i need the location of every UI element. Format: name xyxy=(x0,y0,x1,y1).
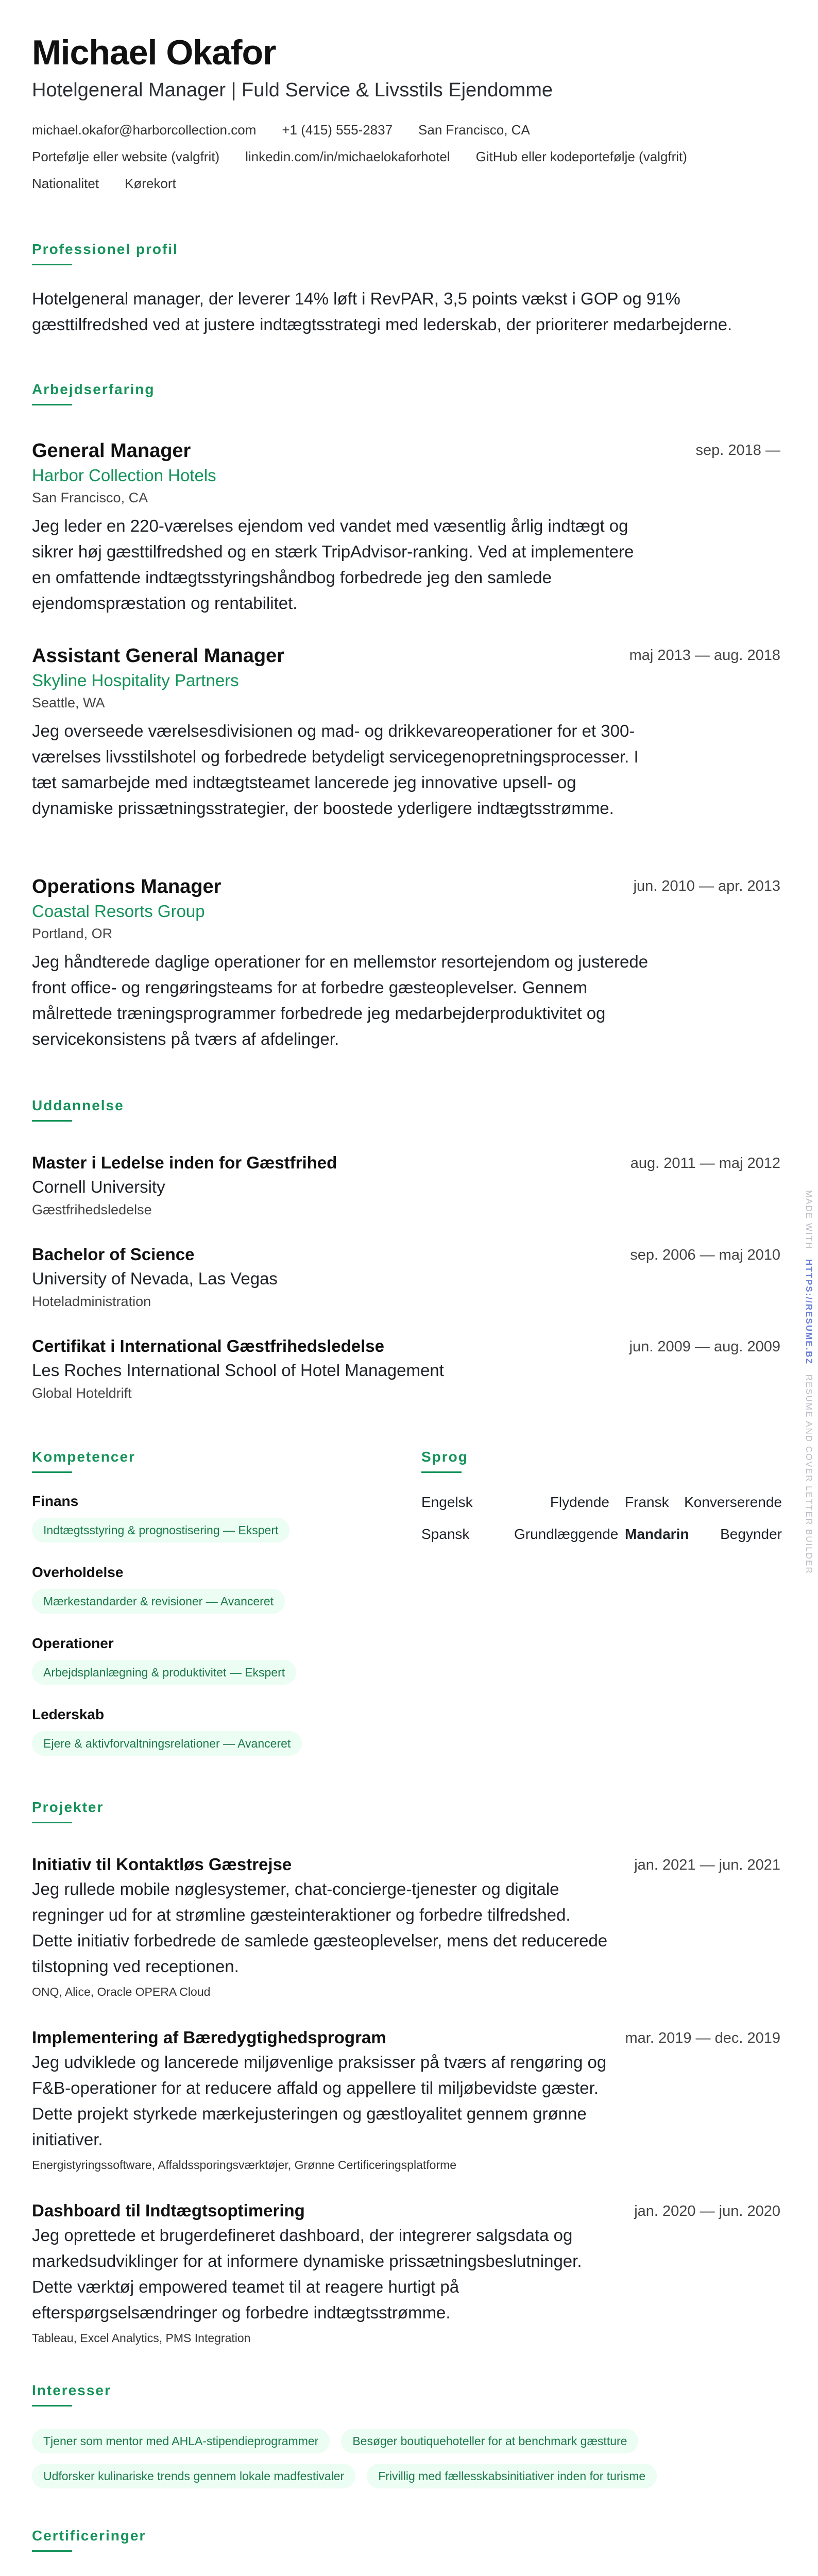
section-divider xyxy=(421,1471,462,1473)
project-entry xyxy=(32,2199,780,2347)
education-entry xyxy=(32,1334,780,1403)
project-entry xyxy=(32,2026,780,2174)
project-technologies: Tableau, Excel Analytics, PMS Integration xyxy=(32,2331,251,2345)
employer-name: Coastal Resorts Group xyxy=(32,902,205,921)
job-title: Assistant General Manager xyxy=(32,645,284,667)
languages-section xyxy=(421,1449,782,1542)
skill-category: Overholdelse xyxy=(32,1564,124,1580)
field-of-study: Hoteladministration xyxy=(32,1294,151,1309)
degree-title: Master i Ledelse inden for Gæstfrihed xyxy=(32,1153,337,1172)
employer-name: Skyline Hospitality Partners xyxy=(32,671,239,690)
section-title: Kompetencer xyxy=(32,1449,135,1465)
skill-group xyxy=(32,1704,302,1756)
school-name: University of Nevada, Las Vegas xyxy=(32,1269,278,1288)
section-divider xyxy=(32,1471,72,1473)
section-divider xyxy=(32,2405,72,2406)
language-name: Mandarin xyxy=(625,1526,689,1542)
project-technologies: Energistyringssoftware, Affaldssporingsværktøjer, Grønne Certificeringsplatforme xyxy=(32,2158,457,2172)
watermark-prefix: MADE WITH xyxy=(804,1190,814,1250)
project-dates: jan. 2020 — jun. 2020 xyxy=(634,2203,780,2219)
job-title: General Manager xyxy=(32,440,191,462)
section-title: Projekter xyxy=(32,1799,104,1815)
profile-text: Hotelgeneral manager, der leverer 14% løft i RevPAR, 3,5 points vækst i GOP og 91% gæsttilfredshed ved at justere indtægtsstrategi med lederskab, der prioriterer medarbejderne. xyxy=(32,289,732,334)
project-technologies: ONQ, Alice, Oracle OPERA Cloud xyxy=(32,1985,211,1998)
skill-group xyxy=(32,1633,296,1685)
degree-title: Bachelor of Science xyxy=(32,1245,195,1264)
linkedin-link[interactable]: linkedin.com/in/michaelokaforhotel xyxy=(245,149,450,164)
skills-section xyxy=(32,1449,393,1750)
school-name: Cornell University xyxy=(32,1177,165,1196)
interests-section xyxy=(32,2382,780,2483)
location-text: San Francisco, CA xyxy=(418,122,530,138)
skill-category: Finans xyxy=(32,1493,79,1509)
education-section xyxy=(32,1097,780,1401)
section-title: Certificeringer xyxy=(32,2528,146,2544)
section-divider xyxy=(32,1120,72,1122)
skill-category: Lederskab xyxy=(32,1706,105,1722)
experience-entry xyxy=(32,438,780,616)
project-description: Jeg oprettede et brugerdefineret dashboard, der integrerer salgsdata og markedsudviklinger for at informere dynamiske prissætningsbeslutninger. Dette værktøj empowered teamet til at reagere hurtigt på efterspørgselsændringer og forbedre indtægtsstrømme. xyxy=(32,2226,582,2322)
education-dates: sep. 2006 — maj 2010 xyxy=(630,1247,780,1263)
language-level: Begynder xyxy=(720,1526,782,1542)
section-title: Arbejdserfaring xyxy=(32,381,155,397)
job-dates: maj 2013 — aug. 2018 xyxy=(629,647,780,664)
job-dates: sep. 2018 — xyxy=(695,442,780,459)
email-link[interactable]: michael.okafor@harborcollection.com xyxy=(32,122,257,138)
profile-section xyxy=(32,241,780,337)
language-level: Grundlæggende xyxy=(514,1526,619,1542)
contact-block xyxy=(32,121,780,193)
project-description: Jeg udviklede og lancerede miljøvenlige praksisser på tværs af rengøring og F&B-operationer for at reducere affald og appellere til miljøbevidste gæster. Dette projekt styrkede mærkejusteringen og gæstloyalitet gennem grønne initiativer. xyxy=(32,2053,607,2149)
language-name: Spansk xyxy=(421,1526,470,1542)
employer-name: Harbor Collection Hotels xyxy=(32,466,216,485)
job-description: Jeg leder en 220-værelses ejendom ved vandet med væsentlig årlig indtægt og sikrer høj gæsttilfredshed og en stærk TripAdvisor-ranking. Ved at implementere en omfattende indtægtsstyringshåndbog forbedrede jeg den samlede ejendomspræstation og rentabilitet. xyxy=(32,516,634,613)
language-name: Fransk xyxy=(625,1494,669,1510)
section-title: Uddannelse xyxy=(32,1097,124,1113)
experience-section xyxy=(32,381,780,1048)
field-of-study: Gæstfrihedsledelse xyxy=(32,1202,152,1217)
education-entry xyxy=(32,1151,780,1220)
certifications-section xyxy=(32,2528,780,2552)
section-divider xyxy=(32,2550,72,2552)
candidate-name: Michael Okafor xyxy=(32,33,276,72)
phone-link[interactable]: +1 (415) 555-2837 xyxy=(282,122,393,138)
portfolio-link[interactable]: Portefølje eller website (valgfrit) xyxy=(32,149,220,164)
skill-category: Operationer xyxy=(32,1635,114,1651)
job-description: Jeg håndterede daglige operationer for en mellemstor resortejendom og justerede front office- og rengøringsteams for at forbedre gæsteoplevelser. Gennem målrettede træningsprogrammer forbedrede jeg medarbejderproduktivitet og servicekonsistens på tværs af afdelinger. xyxy=(32,952,649,1048)
project-title: Implementering af Bæredygtighedsprogram xyxy=(32,2028,386,2047)
school-name: Les Roches International School of Hotel Management xyxy=(32,1361,444,1380)
language-row xyxy=(421,1523,782,1546)
job-location: Portland, OR xyxy=(32,926,113,941)
language-name: Engelsk xyxy=(421,1494,473,1510)
skill-group xyxy=(32,1562,285,1614)
interest-pill: Tjener som mentor med AHLA-stipendieprogrammer xyxy=(32,2429,330,2453)
job-location: San Francisco, CA xyxy=(32,490,148,505)
interest-pills xyxy=(32,2429,780,2488)
skill-group xyxy=(32,1491,289,1543)
interest-pill: Frivillig med fællesskabsinitiativer inden for turisme xyxy=(367,2464,657,2488)
degree-title: Certifikat i International Gæstfrihedsledelse xyxy=(32,1336,385,1355)
section-title: Interesser xyxy=(32,2382,111,2398)
project-title: Initiativ til Kontaktløs Gæstrejse xyxy=(32,1855,292,1874)
svg-text:MADE WITH HTTPS://RESU xyxy=(804,1190,814,1574)
license-text: Kørekort xyxy=(125,176,176,191)
education-entry xyxy=(32,1243,780,1312)
section-divider xyxy=(32,264,72,265)
job-description: Jeg overseede værelsesdivisionen og mad- og drikkevareoperationer for et 300-værelses livsstilshotel og forbedrede betydeligt servicegenopretningsprocesser. I tæt samarbejde med indtægtsteamet lancerede jeg innovative upsell- og dynamiske prissætningsstrategier, der boostede yderligere indtægtsstrømme. xyxy=(32,721,639,818)
watermark-suffix: RESUME AND COVER LETTER BUILDER xyxy=(804,1374,814,1574)
interest-pill: Besøger boutiquehoteller for at benchmark gæstture xyxy=(341,2429,638,2453)
experience-entry xyxy=(32,643,780,821)
job-dates: jun. 2010 — apr. 2013 xyxy=(633,878,780,894)
education-dates: aug. 2011 — maj 2012 xyxy=(630,1155,780,1172)
project-description: Jeg rullede mobile nøglesystemer, chat-concierge-tjenester og digitale regninger ud for at strømline gæsteinteraktioner og forbedre tilfredshed. Dette initiativ forbedrede de samlede gæsteoplevelser, mens det reducerede tilstopning ved receptionen. xyxy=(32,1879,608,1976)
resume-builder-watermark xyxy=(796,1190,814,1613)
nationality-text: Nationalitet xyxy=(32,176,99,191)
section-title: Professionel profil xyxy=(32,241,178,257)
project-entry xyxy=(32,1853,780,2001)
project-dates: mar. 2019 — dec. 2019 xyxy=(625,2030,780,2046)
section-divider xyxy=(32,1822,72,1823)
project-title: Dashboard til Indtægtsoptimering xyxy=(32,2201,305,2220)
section-title: Sprog xyxy=(421,1449,468,1465)
watermark-link[interactable]: HTTPS://RESUME.BZ xyxy=(804,1259,814,1365)
field-of-study: Global Hoteldrift xyxy=(32,1385,132,1401)
experience-entry xyxy=(32,874,780,1052)
resume-header xyxy=(32,29,780,201)
job-location: Seattle, WA xyxy=(32,695,105,710)
section-divider xyxy=(32,404,72,405)
skill-pill: Arbejdsplanlægning & produktivitet — Ekspert xyxy=(32,1660,296,1685)
language-level: Flydende xyxy=(550,1494,609,1510)
language-level: Konverserende xyxy=(684,1494,782,1510)
skill-pill: Mærkestandarder & revisioner — Avanceret xyxy=(32,1589,285,1614)
job-title: Operations Manager xyxy=(32,876,221,897)
github-link[interactable]: GitHub eller kodeportefølje (valgfrit) xyxy=(475,149,687,164)
education-dates: jun. 2009 — aug. 2009 xyxy=(629,1338,780,1355)
skill-pill: Indtægtsstyring & prognostisering — Ekspert xyxy=(32,1518,289,1543)
project-dates: jan. 2021 — jun. 2021 xyxy=(634,1857,780,1873)
candidate-headline: Hotelgeneral Manager | Fuld Service & Livsstils Ejendomme xyxy=(32,79,553,101)
language-row xyxy=(421,1491,782,1514)
projects-section xyxy=(32,1799,780,2345)
interest-pill: Udforsker kulinariske trends gennem lokale madfestivaler xyxy=(32,2464,355,2488)
skill-pill: Ejere & aktivforvaltningsrelationer — Avanceret xyxy=(32,1731,302,1756)
